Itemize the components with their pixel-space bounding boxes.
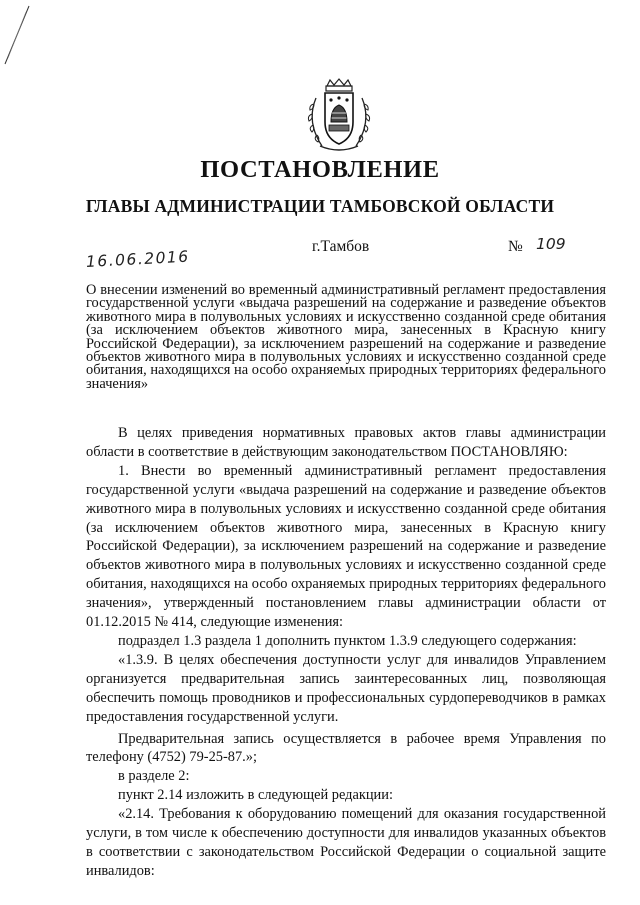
city-label: г.Тамбов <box>312 238 370 255</box>
paragraph: «2.14. Требования к оборудованию помещений для оказания государственной услуги, в том числе к обеспечению доступности для инвалидов указанных объектов в соответствии с законодательством Российской Федерации о социальной защите инвалидов: <box>86 806 606 879</box>
paragraph: подраздел 1.3 раздела 1 дополнить пунктом 1.3.9 следующего содержания: <box>118 632 577 649</box>
paragraph: в разделе 2: <box>118 768 190 785</box>
document-title: ПОСТАНОВЛЕНИЕ <box>200 156 440 183</box>
coat-of-arms-emblem <box>300 78 378 154</box>
document-body <box>86 424 606 881</box>
document-subtitle: ГЛАВЫ АДМИНИСТРАЦИИ ТАМБОВСКОЙ ОБЛАСТИ <box>85 196 555 216</box>
paragraph: В целях приведения нормативных правовых актов главы администрации области в соответствие в действующим законодательством ПОСТАНОВЛЯЮ: <box>86 425 606 460</box>
handwritten-date: 16.06.2016 <box>85 247 191 271</box>
document-caption: О внесении изменений во временный административный регламент предоставления государственной услуги «выдача разрешений на содержание и разведение объектов животного мира в полувольных условиях и искусственно созданной среде обитания (за исключением объектов животного мира, занесенных в Красную книгу Российской Федерации), за исключением разрешений на содержание и разведение объектов животного мира в полувольных условиях и искусственно созданной среде обитания, находящихся на особо охраняемых природных территориях федерального значения» <box>86 282 606 392</box>
paragraph: пункт 2.14 изложить в следующей редакции: <box>118 787 393 804</box>
paragraph: «1.3.9. В целях обеспечения доступности услуг для инвалидов Управлением организуется предварительная запись заинтересованных лиц, позволяющая обеспечить помощь проводников и профессиональных сурдопереводчиков в рамках предоставления государственной услуги. <box>86 651 606 725</box>
paragraph: 1. Внести во временный административный регламент предоставления государственной услуги «выдача разрешений на содержание и разведение объектов животного мира в полувольных условиях и искусственно созданной среде обитания (за исключением объектов животного мира, занесенных в Красную книгу Российской Федерации), за исключением разрешений на содержание и разведение объектов животного мира в полувольных условиях и искусственно созданной среде обитания, находящихся на особо охраняемых природных территориях федерального значения», утвержденный постановлением главы администрации области от 01.12.2015 № 414, следующие изменения: <box>86 462 606 631</box>
corner-pen-mark <box>2 4 32 68</box>
number-sign: № <box>508 238 523 255</box>
paragraph: Предварительная запись осуществляется в рабочее время Управления по телефону (4752) 79-25-87.»; <box>86 730 606 766</box>
handwritten-number: 109 <box>536 235 566 253</box>
